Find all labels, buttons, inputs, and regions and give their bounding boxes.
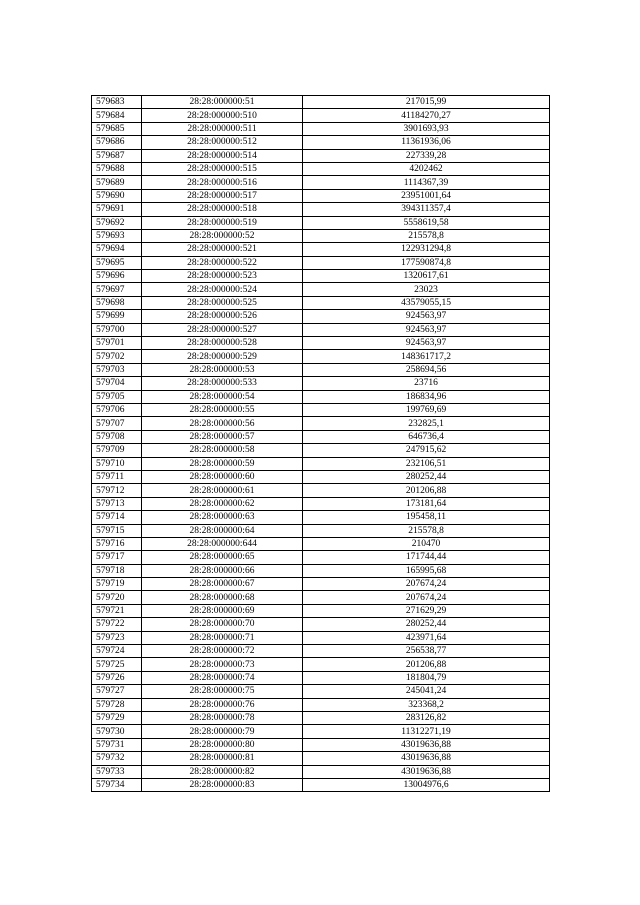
table-row bbox=[92, 243, 550, 256]
value-cell: 271629,29 bbox=[303, 604, 550, 617]
cadastral-number-cell: 28:28:000000:644 bbox=[142, 537, 303, 550]
cadastral-number-cell: 28:28:000000:63 bbox=[142, 511, 303, 524]
cadastral-number-cell: 28:28:000000:53 bbox=[142, 363, 303, 376]
table-row bbox=[92, 765, 550, 778]
cadastral-number-cell: 28:28:000000:69 bbox=[142, 604, 303, 617]
cadastral-number-cell: 28:28:000000:61 bbox=[142, 484, 303, 497]
cadastral-number-cell: 28:28:000000:82 bbox=[142, 765, 303, 778]
row-number-cell: 579688 bbox=[92, 162, 142, 175]
table-row bbox=[92, 162, 550, 175]
row-number-cell: 579730 bbox=[92, 725, 142, 738]
cadastral-number-cell: 28:28:000000:529 bbox=[142, 350, 303, 363]
value-cell: 11361936,06 bbox=[303, 136, 550, 149]
table-row bbox=[92, 417, 550, 430]
row-number-cell: 579704 bbox=[92, 377, 142, 390]
table-row bbox=[92, 189, 550, 202]
row-number-cell: 579695 bbox=[92, 256, 142, 269]
table-row bbox=[92, 591, 550, 604]
cadastral-number-cell: 28:28:000000:57 bbox=[142, 430, 303, 443]
value-cell: 3901693,93 bbox=[303, 122, 550, 135]
cadastral-number-cell: 28:28:000000:79 bbox=[142, 725, 303, 738]
cadastral-number-cell: 28:28:000000:68 bbox=[142, 591, 303, 604]
table-row bbox=[92, 738, 550, 751]
cadastral-number-cell: 28:28:000000:518 bbox=[142, 203, 303, 216]
table-row bbox=[92, 578, 550, 591]
row-number-cell: 579694 bbox=[92, 243, 142, 256]
cadastral-number-cell: 28:28:000000:64 bbox=[142, 524, 303, 537]
cadastral-number-cell: 28:28:000000:70 bbox=[142, 618, 303, 631]
value-cell: 43019636,88 bbox=[303, 738, 550, 751]
value-cell: 217015,99 bbox=[303, 96, 550, 109]
table-row bbox=[92, 203, 550, 216]
cadastral-number-cell: 28:28:000000:55 bbox=[142, 403, 303, 416]
cadastral-number-cell: 28:28:000000:527 bbox=[142, 323, 303, 336]
table-row bbox=[92, 698, 550, 711]
cadastral-number-cell: 28:28:000000:71 bbox=[142, 631, 303, 644]
table-row bbox=[92, 604, 550, 617]
cadastral-number-cell: 28:28:000000:81 bbox=[142, 752, 303, 765]
table-row bbox=[92, 752, 550, 765]
value-cell: 11312271,19 bbox=[303, 725, 550, 738]
row-number-cell: 579732 bbox=[92, 752, 142, 765]
table-row bbox=[92, 390, 550, 403]
cadastral-number-cell: 28:28:000000:519 bbox=[142, 216, 303, 229]
value-cell: 232106,51 bbox=[303, 457, 550, 470]
value-cell: 13004976,6 bbox=[303, 778, 550, 791]
row-number-cell: 579731 bbox=[92, 738, 142, 751]
row-number-cell: 579693 bbox=[92, 229, 142, 242]
cadastral-number-cell: 28:28:000000:67 bbox=[142, 578, 303, 591]
row-number-cell: 579718 bbox=[92, 564, 142, 577]
value-cell: 232825,1 bbox=[303, 417, 550, 430]
row-number-cell: 579708 bbox=[92, 430, 142, 443]
row-number-cell: 579724 bbox=[92, 645, 142, 658]
row-number-cell: 579716 bbox=[92, 537, 142, 550]
table-row bbox=[92, 176, 550, 189]
row-number-cell: 579706 bbox=[92, 403, 142, 416]
row-number-cell: 579714 bbox=[92, 511, 142, 524]
table-row bbox=[92, 497, 550, 510]
table-row bbox=[92, 270, 550, 283]
table-row bbox=[92, 337, 550, 350]
table-row bbox=[92, 551, 550, 564]
cadastral-number-cell: 28:28:000000:56 bbox=[142, 417, 303, 430]
row-number-cell: 579696 bbox=[92, 270, 142, 283]
value-cell: 23716 bbox=[303, 377, 550, 390]
table-row bbox=[92, 618, 550, 631]
cadastral-number-cell: 28:28:000000:80 bbox=[142, 738, 303, 751]
value-cell: 43019636,88 bbox=[303, 752, 550, 765]
value-cell: 215578,8 bbox=[303, 229, 550, 242]
table-row bbox=[92, 484, 550, 497]
cadastral-number-cell: 28:28:000000:75 bbox=[142, 685, 303, 698]
cadastral-number-cell: 28:28:000000:528 bbox=[142, 337, 303, 350]
row-number-cell: 579709 bbox=[92, 444, 142, 457]
cadastral-value-table bbox=[91, 95, 550, 792]
cadastral-number-cell: 28:28:000000:521 bbox=[142, 243, 303, 256]
value-cell: 195458,11 bbox=[303, 511, 550, 524]
row-number-cell: 579690 bbox=[92, 189, 142, 202]
cadastral-number-cell: 28:28:000000:72 bbox=[142, 645, 303, 658]
row-number-cell: 579722 bbox=[92, 618, 142, 631]
cadastral-number-cell: 28:28:000000:62 bbox=[142, 497, 303, 510]
cadastral-number-cell: 28:28:000000:59 bbox=[142, 457, 303, 470]
table-body bbox=[92, 96, 550, 792]
row-number-cell: 579686 bbox=[92, 136, 142, 149]
row-number-cell: 579721 bbox=[92, 604, 142, 617]
cadastral-number-cell: 28:28:000000:511 bbox=[142, 122, 303, 135]
cadastral-number-cell: 28:28:000000:66 bbox=[142, 564, 303, 577]
value-cell: 247915,62 bbox=[303, 444, 550, 457]
value-cell: 423971,64 bbox=[303, 631, 550, 644]
cadastral-number-cell: 28:28:000000:73 bbox=[142, 658, 303, 671]
cadastral-number-cell: 28:28:000000:51 bbox=[142, 96, 303, 109]
table-row bbox=[92, 778, 550, 791]
cadastral-number-cell: 28:28:000000:60 bbox=[142, 470, 303, 483]
value-cell: 924563,97 bbox=[303, 337, 550, 350]
value-cell: 258694,56 bbox=[303, 363, 550, 376]
table-row bbox=[92, 229, 550, 242]
value-cell: 283126,82 bbox=[303, 711, 550, 724]
row-number-cell: 579727 bbox=[92, 685, 142, 698]
table-row bbox=[92, 296, 550, 309]
value-cell: 43579055,15 bbox=[303, 296, 550, 309]
row-number-cell: 579729 bbox=[92, 711, 142, 724]
table-row bbox=[92, 109, 550, 122]
row-number-cell: 579701 bbox=[92, 337, 142, 350]
cadastral-number-cell: 28:28:000000:58 bbox=[142, 444, 303, 457]
value-cell: 43019636,88 bbox=[303, 765, 550, 778]
cadastral-number-cell: 28:28:000000:523 bbox=[142, 270, 303, 283]
row-number-cell: 579726 bbox=[92, 671, 142, 684]
value-cell: 215578,8 bbox=[303, 524, 550, 537]
value-cell: 207674,24 bbox=[303, 591, 550, 604]
row-number-cell: 579707 bbox=[92, 417, 142, 430]
row-number-cell: 579691 bbox=[92, 203, 142, 216]
value-cell: 924563,97 bbox=[303, 323, 550, 336]
row-number-cell: 579697 bbox=[92, 283, 142, 296]
table-row bbox=[92, 685, 550, 698]
value-cell: 646736,4 bbox=[303, 430, 550, 443]
table-row bbox=[92, 149, 550, 162]
row-number-cell: 579734 bbox=[92, 778, 142, 791]
row-number-cell: 579683 bbox=[92, 96, 142, 109]
value-cell: 256538,77 bbox=[303, 645, 550, 658]
value-cell: 280252,44 bbox=[303, 470, 550, 483]
value-cell: 173181,64 bbox=[303, 497, 550, 510]
cadastral-number-cell: 28:28:000000:517 bbox=[142, 189, 303, 202]
value-cell: 245041,24 bbox=[303, 685, 550, 698]
row-number-cell: 579699 bbox=[92, 310, 142, 323]
value-cell: 201206,88 bbox=[303, 658, 550, 671]
row-number-cell: 579692 bbox=[92, 216, 142, 229]
value-cell: 210470 bbox=[303, 537, 550, 550]
table-row bbox=[92, 350, 550, 363]
table-row bbox=[92, 96, 550, 109]
value-cell: 323368,2 bbox=[303, 698, 550, 711]
value-cell: 5558619,58 bbox=[303, 216, 550, 229]
cadastral-number-cell: 28:28:000000:516 bbox=[142, 176, 303, 189]
row-number-cell: 579712 bbox=[92, 484, 142, 497]
value-cell: 924563,97 bbox=[303, 310, 550, 323]
cadastral-number-cell: 28:28:000000:512 bbox=[142, 136, 303, 149]
cadastral-number-cell: 28:28:000000:525 bbox=[142, 296, 303, 309]
value-cell: 227339,28 bbox=[303, 149, 550, 162]
table-row bbox=[92, 671, 550, 684]
table-row bbox=[92, 711, 550, 724]
table-row bbox=[92, 444, 550, 457]
row-number-cell: 579717 bbox=[92, 551, 142, 564]
value-cell: 280252,44 bbox=[303, 618, 550, 631]
table-row bbox=[92, 725, 550, 738]
table-row bbox=[92, 377, 550, 390]
row-number-cell: 579702 bbox=[92, 350, 142, 363]
cadastral-number-cell: 28:28:000000:514 bbox=[142, 149, 303, 162]
value-cell: 165995,68 bbox=[303, 564, 550, 577]
row-number-cell: 579728 bbox=[92, 698, 142, 711]
value-cell: 171744,44 bbox=[303, 551, 550, 564]
cadastral-number-cell: 28:28:000000:522 bbox=[142, 256, 303, 269]
cadastral-number-cell: 28:28:000000:74 bbox=[142, 671, 303, 684]
row-number-cell: 579723 bbox=[92, 631, 142, 644]
cadastral-number-cell: 28:28:000000:526 bbox=[142, 310, 303, 323]
row-number-cell: 579711 bbox=[92, 470, 142, 483]
table-row bbox=[92, 511, 550, 524]
cadastral-number-cell: 28:28:000000:524 bbox=[142, 283, 303, 296]
cadastral-number-cell: 28:28:000000:533 bbox=[142, 377, 303, 390]
table-row bbox=[92, 524, 550, 537]
table-row bbox=[92, 363, 550, 376]
table-row bbox=[92, 430, 550, 443]
cadastral-number-cell: 28:28:000000:52 bbox=[142, 229, 303, 242]
row-number-cell: 579720 bbox=[92, 591, 142, 604]
cadastral-number-cell: 28:28:000000:83 bbox=[142, 778, 303, 791]
value-cell: 23023 bbox=[303, 283, 550, 296]
cadastral-number-cell: 28:28:000000:76 bbox=[142, 698, 303, 711]
row-number-cell: 579703 bbox=[92, 363, 142, 376]
row-number-cell: 579710 bbox=[92, 457, 142, 470]
value-cell: 199769,69 bbox=[303, 403, 550, 416]
table-row bbox=[92, 283, 550, 296]
row-number-cell: 579685 bbox=[92, 122, 142, 135]
table-row bbox=[92, 645, 550, 658]
row-number-cell: 579689 bbox=[92, 176, 142, 189]
table-row bbox=[92, 631, 550, 644]
table-row bbox=[92, 323, 550, 336]
row-number-cell: 579684 bbox=[92, 109, 142, 122]
cadastral-number-cell: 28:28:000000:65 bbox=[142, 551, 303, 564]
cadastral-number-cell: 28:28:000000:510 bbox=[142, 109, 303, 122]
row-number-cell: 579713 bbox=[92, 497, 142, 510]
row-number-cell: 579705 bbox=[92, 390, 142, 403]
value-cell: 4202462 bbox=[303, 162, 550, 175]
value-cell: 201206,88 bbox=[303, 484, 550, 497]
row-number-cell: 579733 bbox=[92, 765, 142, 778]
value-cell: 1320617,61 bbox=[303, 270, 550, 283]
table-row bbox=[92, 470, 550, 483]
row-number-cell: 579715 bbox=[92, 524, 142, 537]
value-cell: 23951001,64 bbox=[303, 189, 550, 202]
value-cell: 148361717,2 bbox=[303, 350, 550, 363]
table-row bbox=[92, 136, 550, 149]
value-cell: 1114367,39 bbox=[303, 176, 550, 189]
value-cell: 394311357,4 bbox=[303, 203, 550, 216]
value-cell: 207674,24 bbox=[303, 578, 550, 591]
row-number-cell: 579719 bbox=[92, 578, 142, 591]
table-row bbox=[92, 457, 550, 470]
table-row bbox=[92, 564, 550, 577]
table-row bbox=[92, 403, 550, 416]
row-number-cell: 579698 bbox=[92, 296, 142, 309]
cadastral-number-cell: 28:28:000000:78 bbox=[142, 711, 303, 724]
value-cell: 181804,79 bbox=[303, 671, 550, 684]
table-row bbox=[92, 658, 550, 671]
table-row bbox=[92, 537, 550, 550]
table-row bbox=[92, 122, 550, 135]
value-cell: 122931294,8 bbox=[303, 243, 550, 256]
row-number-cell: 579725 bbox=[92, 658, 142, 671]
table-row bbox=[92, 310, 550, 323]
table-row bbox=[92, 216, 550, 229]
row-number-cell: 579700 bbox=[92, 323, 142, 336]
cadastral-number-cell: 28:28:000000:54 bbox=[142, 390, 303, 403]
table-row bbox=[92, 256, 550, 269]
cadastral-number-cell: 28:28:000000:515 bbox=[142, 162, 303, 175]
value-cell: 41184270,27 bbox=[303, 109, 550, 122]
row-number-cell: 579687 bbox=[92, 149, 142, 162]
value-cell: 177590874,8 bbox=[303, 256, 550, 269]
value-cell: 186834,96 bbox=[303, 390, 550, 403]
